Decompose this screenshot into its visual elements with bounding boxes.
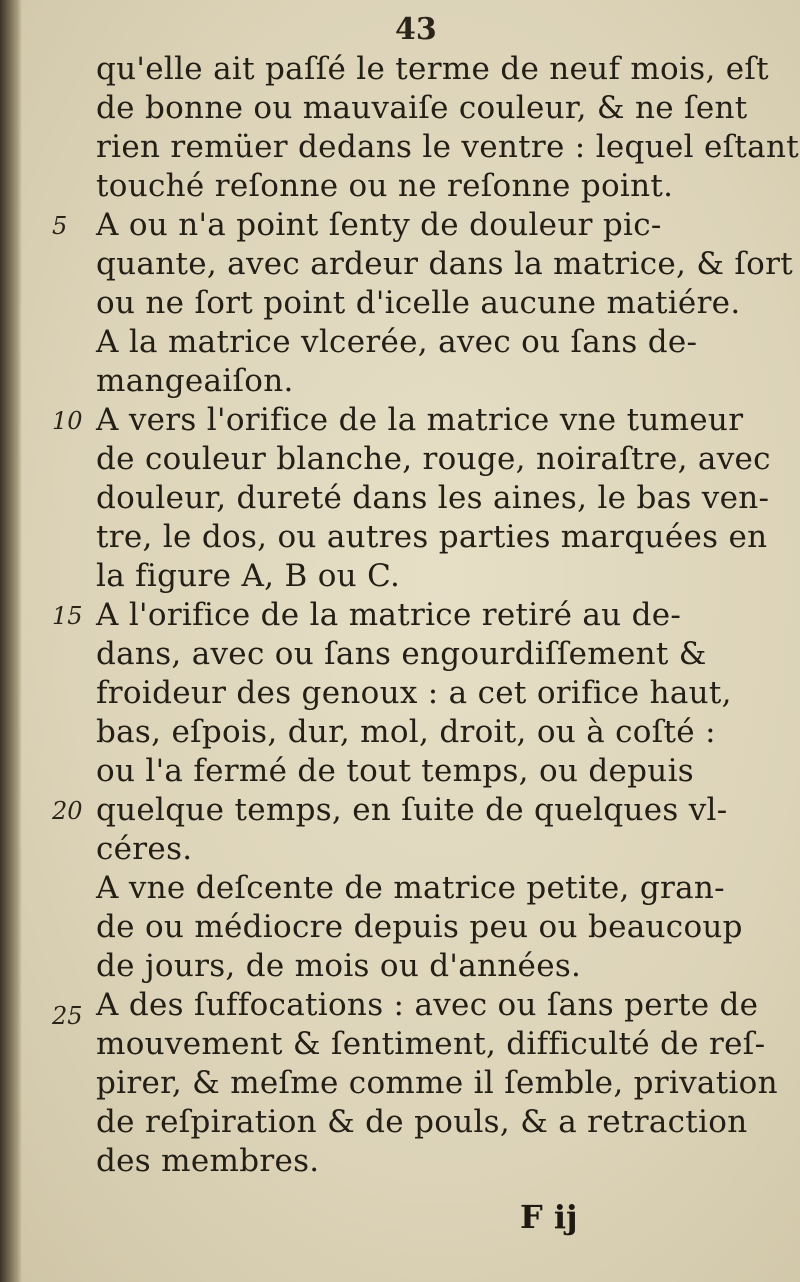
text-line: dans, avec ou ſans engourdiſſement & [96,636,707,672]
text-line: céres. [96,831,193,867]
line-number: 15 [52,602,83,630]
text-line: des membres. [96,1143,320,1179]
text-line: de jours, de mois ou d'années. [96,948,582,984]
text-line: bas, eſpois, dur, mol, droit, ou à coſté : [96,714,716,750]
text-line: A ou n'a point ſenty de douleur pic- [96,207,662,243]
text-line: A l'orifice de la matrice retiré au de- [96,597,682,633]
text-line: mouvement & ſentiment, difficulté de reſ- [96,1026,766,1062]
text-line: tre, le dos, ou autres parties marquées en [96,519,768,555]
page-gutter [0,0,22,1282]
text-line: ou ne ſort point d'icelle aucune matiére. [96,285,741,321]
line-number: 25 [52,1002,83,1030]
text-line: douleur, dureté dans les aines, le bas ven- [96,480,770,516]
text-line: qu'elle ait paſſé le terme de neuf mois, eſt [96,51,769,87]
text-line: la figure A, B ou C. [96,558,401,594]
text-line: A la matrice vlcerée, avec ou ſans de- [96,324,698,360]
line-number: 10 [52,407,83,435]
signature-mark: F ij [520,1198,578,1236]
text-line: A vne deſcente de matrice petite, gran- [96,870,725,906]
line-number: 20 [52,797,83,825]
text-line: A vers l'orifice de la matrice vne tumeur [96,402,744,438]
body-text [96,50,799,1181]
text-line: ou l'a fermé de tout temps, ou depuis [96,753,694,789]
text-line: de ou médiocre depuis peu ou beaucoup [96,909,743,945]
text-line: de couleur blanche, rouge, noiraſtre, avec [96,441,771,477]
text-line: quelque temps, en ſuite de quelques vl- [96,792,728,828]
text-line: rien remüer dedans le ventre : lequel eſtant [96,129,799,165]
text-line: quante, avec ardeur dans la matrice, & ſort [96,246,794,282]
text-line: froideur des genoux : a cet orifice haut, [96,675,732,711]
text-line: de reſpiration & de pouls, & a retraction [96,1104,748,1140]
text-line: A des ſuffocations : avec ou ſans perte de [96,987,759,1023]
text-line: touché reſonne ou ne reſonne point. [96,168,674,204]
text-line: de bonne ou mauvaiſe couleur, & ne ſent [96,90,748,126]
text-line: mangeaiſon. [96,363,294,399]
line-number: 5 [52,212,68,240]
text-line: pirer, & meſme comme il ſemble, privation [96,1065,778,1101]
page-number: 43 [395,12,437,47]
